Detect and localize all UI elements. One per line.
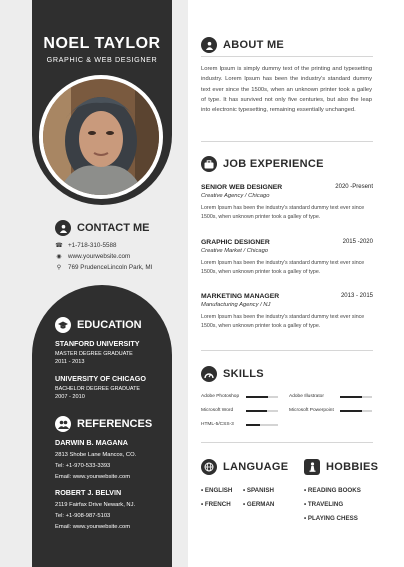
divider: [201, 350, 373, 351]
experience-dates: 2015 -2020: [342, 239, 373, 245]
language-item: • FRENCH: [201, 501, 231, 508]
references-heading-label: REFERENCES: [77, 418, 153, 430]
experience-dates: 2013 - 2015: [340, 293, 373, 299]
briefcase-icon: [201, 156, 217, 172]
contact-heading-label: CONTACT ME: [77, 222, 150, 234]
language-label: ENGLISH: [204, 487, 233, 494]
gauge-icon: [201, 366, 217, 382]
skill-bar: [246, 424, 278, 426]
experience-item: [201, 293, 373, 331]
experience-role: GRAPHIC DESIGNER: [201, 239, 270, 246]
hobby-label: READING BOOKS: [307, 487, 361, 494]
experience-description: Lorem Ipsum has been the industry's standard dummy text ever since 1500s, when unknown printer took a galley of type.: [201, 260, 365, 275]
profile-photo: [39, 75, 163, 199]
skill-name: Adobe Illustrator: [289, 394, 324, 399]
phone-icon: ☎: [55, 243, 63, 249]
education-years: 2011 - 2013: [55, 359, 85, 365]
experience-description: Lorem Ipsum has been the industry's standard dummy text ever since 1500s, when unknown printer took a galley of type.: [201, 205, 365, 220]
hobbies-heading: [304, 459, 378, 475]
contact-phone-row: [55, 242, 117, 249]
location-pin-icon: ⚲: [56, 265, 62, 271]
contact-phone[interactable]: +1-718-310-5588: [68, 242, 117, 249]
experience-dates: 2020 -Present: [335, 184, 373, 190]
education-school: UNIVERSITY OF CHICAGO: [55, 374, 146, 383]
references-heading: [55, 416, 152, 432]
reference-email: Email: www.yourwebsite.com: [55, 474, 131, 480]
skill-name: Adobe Photoshop: [201, 394, 240, 399]
education-item: [55, 374, 146, 400]
divider: [201, 56, 373, 57]
language-heading: [201, 459, 288, 475]
skill-item: [201, 408, 233, 413]
skill-name: HTML-5/CSS-3: [201, 422, 234, 427]
experience-company: Manufacturing Agency / NJ: [201, 302, 271, 308]
user-icon: [55, 220, 71, 236]
education-heading: [55, 317, 142, 333]
experience-item: [201, 239, 373, 277]
reference-name: ROBERT J. BELVIN: [55, 488, 122, 497]
divider: [201, 442, 373, 443]
contact-website[interactable]: www.yourwebsite.com: [68, 253, 131, 260]
experience-role: MARKETING MANAGER: [201, 293, 280, 300]
skill-name: Microsoft Powerpoint: [289, 408, 334, 413]
globe-icon: [201, 459, 217, 475]
experience-description: Lorem Ipsum has been the industry's standard dummy text ever since 1500s, when unknown printer took a galley of type.: [201, 314, 365, 329]
language-item: • SPANISH: [243, 487, 274, 494]
education-degree: MASTER DEGREE GRADUATE: [55, 351, 133, 357]
reference-address: 2813 Shobe Lane Mancos, CO.: [55, 452, 137, 458]
candidate-name: NOEL TAYLOR: [43, 35, 161, 52]
globe-icon: ◉: [56, 254, 62, 260]
contact-address: 769 PrudenceLincoln Park, MI: [68, 264, 153, 271]
hobby-label: PLAYING CHESS: [307, 515, 358, 522]
language-label: GERMAN: [246, 501, 275, 508]
skills-heading-label: SKILLS: [223, 368, 264, 380]
hobby-item: • READING BOOKS: [304, 487, 361, 494]
skill-bar: [246, 410, 278, 412]
reference-item: [55, 438, 136, 480]
skills-heading: [201, 366, 264, 382]
hobbies-heading-label: HOBBIES: [326, 461, 379, 473]
language-item: • ENGLISH: [201, 487, 233, 494]
about-heading-label: ABOUT ME: [223, 39, 285, 51]
about-heading: [201, 37, 284, 53]
experience-item: [201, 184, 373, 222]
graduation-cap-icon: [55, 317, 71, 333]
about-text: Lorem Ipsum is simply dummy text of the printing and typesetting industry. Lorem Ipsum has been the industry's standard dummy text ever since the 1500s, when an unknown printer took a galley of type. It has survived not only five centuries, but also the leap into electronic typesetting, remaining essentially unchanged.: [201, 66, 372, 114]
reference-tel: Tel: +1-970-533-3393: [55, 463, 111, 469]
contact-heading: [55, 220, 150, 236]
experience-company: Creative Agency / Chicago: [201, 193, 270, 199]
reference-address: 2119 Fairfax Drive Newark, NJ.: [55, 502, 136, 508]
hobby-label: TRAVELING: [307, 501, 344, 508]
skill-bar: [340, 396, 372, 398]
language-label: FRENCH: [204, 501, 231, 508]
contact-website-row: [55, 253, 130, 260]
reference-name: DARWIN B. MAGANA: [55, 438, 128, 447]
education-heading-label: EDUCATION: [77, 319, 142, 331]
divider: [201, 141, 373, 142]
language-label: SPANISH: [246, 487, 274, 494]
reference-tel: Tel: +1-908-987-5103: [55, 513, 111, 519]
skill-item: [201, 394, 239, 399]
hobby-item: • TRAVELING: [304, 501, 344, 508]
people-icon: [55, 416, 71, 432]
hobby-item: • PLAYING CHESS: [304, 515, 358, 522]
skill-item: [289, 394, 324, 399]
contact-address-row: [55, 264, 152, 271]
experience-company: Creative Market / Chicago: [201, 248, 269, 254]
skill-bar: [340, 410, 372, 412]
user-icon: [201, 37, 217, 53]
skill-name: Microsoft Word: [201, 408, 234, 413]
experience-heading: [201, 156, 324, 172]
chess-piece-icon: [304, 459, 320, 475]
education-degree: BACHELOR DEGREE GRADUATE: [55, 386, 140, 392]
education-school: STANFORD UNIVERSITY: [55, 339, 140, 348]
skill-item: [289, 408, 334, 413]
education-item: [55, 339, 140, 365]
candidate-title: GRAPHIC & WEB DESIGNER: [46, 55, 158, 64]
reference-item: [55, 488, 135, 530]
skill-bar: [246, 396, 278, 398]
language-heading-label: LANGUAGE: [223, 461, 289, 473]
experience-heading-label: JOB EXPERIENCE: [223, 158, 324, 170]
experience-role: SENIOR WEB DESIGNER: [201, 184, 283, 191]
language-item: • GERMAN: [243, 501, 275, 508]
skill-item: [201, 422, 234, 427]
reference-email: Email: www.yourwebsite.com: [55, 524, 131, 530]
education-years: 2007 - 2010: [55, 394, 85, 400]
